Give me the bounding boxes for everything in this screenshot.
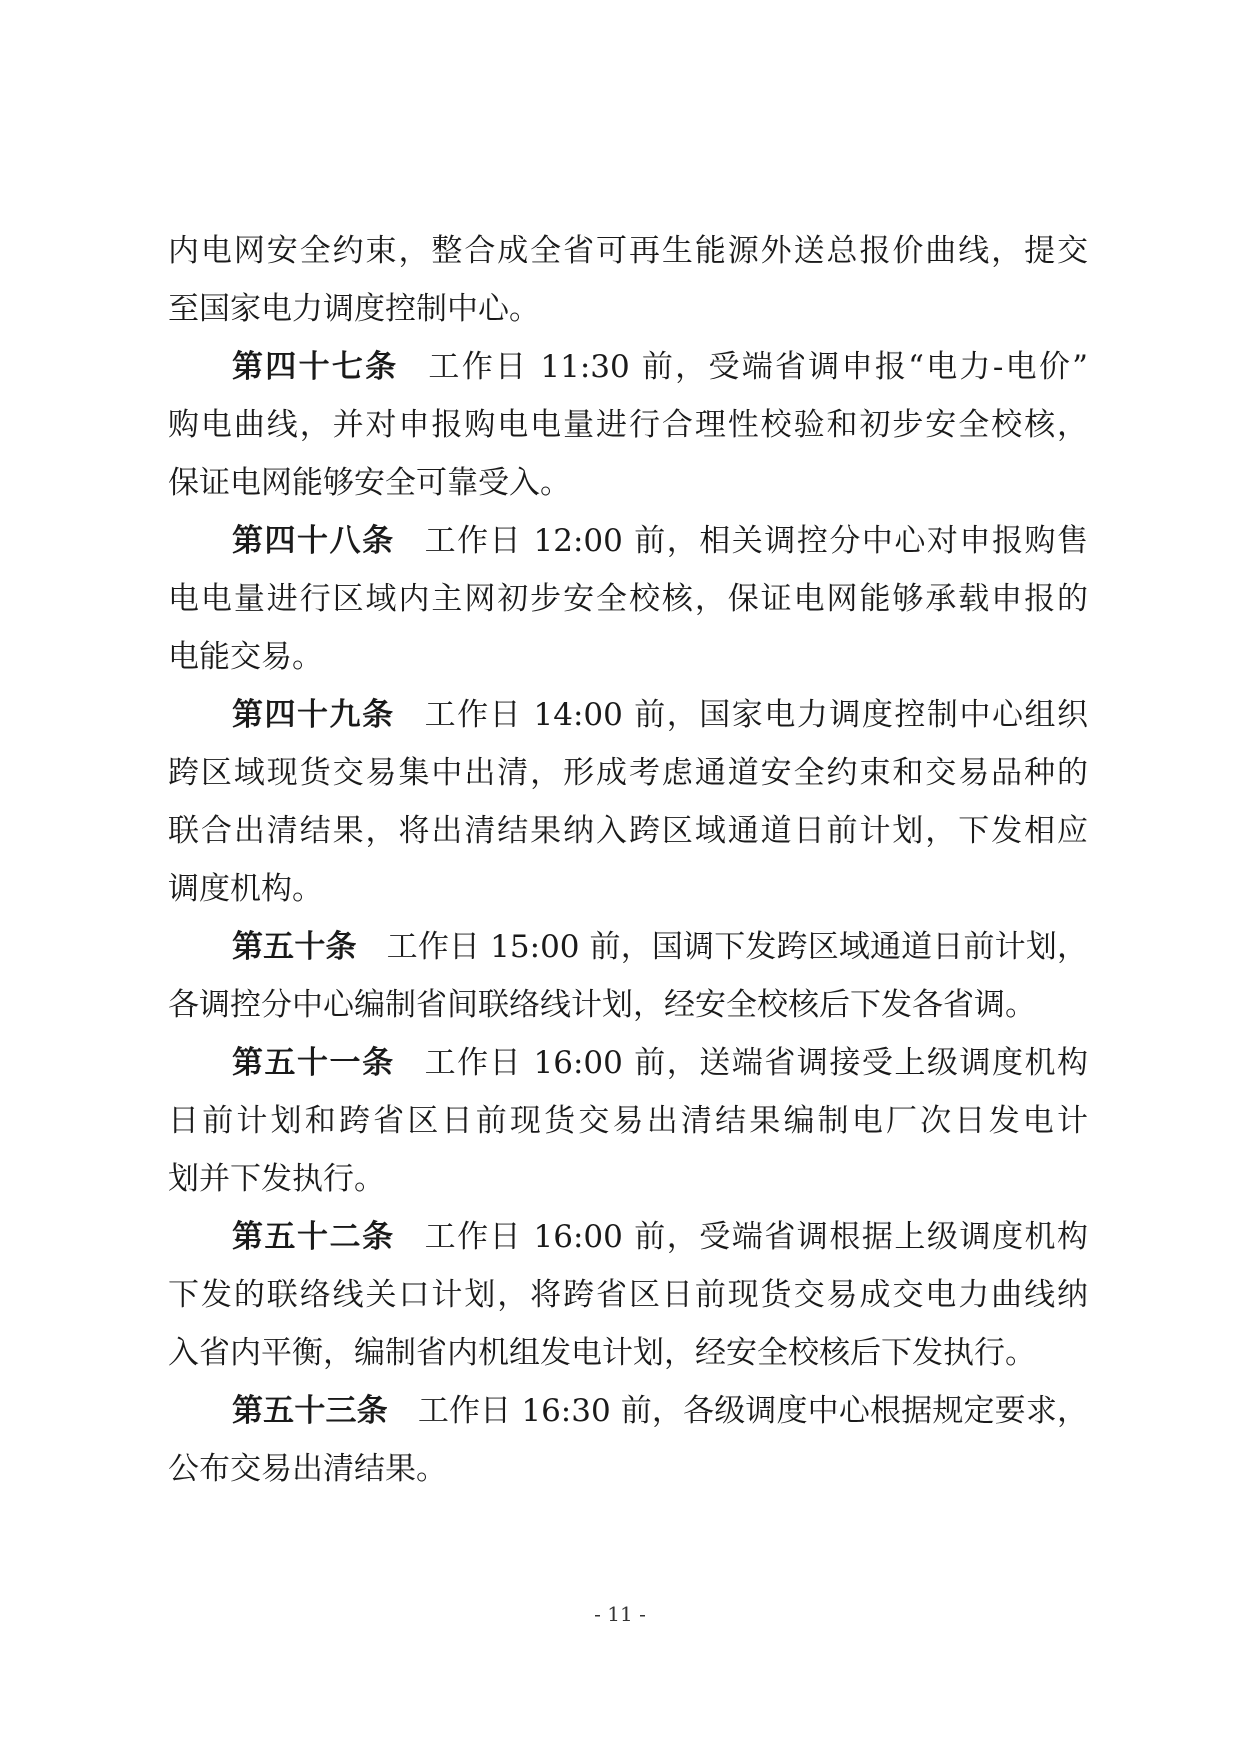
text-line xyxy=(168,396,1088,454)
line-text: 公布交易出清结果。 xyxy=(168,1451,447,1487)
text-line xyxy=(168,686,1088,744)
article-paragraph xyxy=(168,338,1088,512)
text-line xyxy=(168,1324,1088,1382)
line-text: 联合出清结果，将出清结果纳入跨区域通道日前计划，下发相应 xyxy=(168,813,1088,849)
text-line xyxy=(168,280,1088,338)
text-line xyxy=(168,222,1088,280)
line-text: 跨区域现货交易集中出清，形成考虑通道安全约束和交易品种的 xyxy=(168,755,1088,791)
line-text: 电能交易。 xyxy=(168,639,323,675)
line-text: 划并下发执行。 xyxy=(168,1161,385,1197)
line-text: 内电网安全约束，整合成全省可再生能源外送总报价曲线，提交 xyxy=(168,233,1088,269)
line-text: 购电曲线，并对申报购电电量进行合理性校验和初步安全校核， xyxy=(168,407,1088,443)
line-text: 工作日 14:00 前，国家电力调度控制中心组织 xyxy=(424,697,1088,733)
article-paragraph xyxy=(168,1382,1088,1498)
text-line xyxy=(168,512,1088,570)
text-line xyxy=(168,976,1088,1034)
text-line xyxy=(168,570,1088,628)
line-text: 保证电网能够安全可靠受入。 xyxy=(168,465,571,501)
line-text: 工作日 11:30 前，受端省调申报“电力-电价” xyxy=(428,349,1088,385)
article-paragraph xyxy=(168,918,1088,1034)
article-heading: 第五十一条 xyxy=(232,1045,395,1081)
line-text: 调度机构。 xyxy=(168,871,323,907)
text-line xyxy=(168,1034,1088,1092)
line-text: 工作日 12:00 前，相关调控分中心对申报购售 xyxy=(424,523,1088,559)
article-heading: 第四十九条 xyxy=(232,697,395,733)
line-text: 入省内平衡，编制省内机组发电计划，经安全校核后下发执行。 xyxy=(168,1335,1036,1371)
text-line xyxy=(168,860,1088,918)
article-paragraph xyxy=(168,1208,1088,1382)
article-heading: 第四十八条 xyxy=(232,523,395,559)
continuation-paragraph xyxy=(168,222,1088,338)
text-line xyxy=(168,338,1088,396)
line-text: 电电量进行区域内主网初步安全校核，保证电网能够承载申报的 xyxy=(168,581,1088,617)
text-line xyxy=(168,744,1088,802)
article-heading: 第五十二条 xyxy=(232,1219,395,1255)
line-text: 日前计划和跨省区日前现货交易出清结果编制电厂次日发电计 xyxy=(168,1103,1088,1139)
text-line xyxy=(168,918,1088,976)
article-heading: 第五十三条 xyxy=(232,1393,388,1429)
article-heading: 第四十七条 xyxy=(232,349,399,385)
line-text: 工作日 16:00 前，送端省调接受上级调度机构 xyxy=(424,1045,1088,1081)
page-number: - 11 - xyxy=(594,1602,646,1626)
text-line xyxy=(168,1208,1088,1266)
text-line xyxy=(168,802,1088,860)
text-line xyxy=(168,1092,1088,1150)
text-line xyxy=(168,1440,1088,1498)
line-text: 工作日 16:30 前，各级调度中心根据规定要求， xyxy=(417,1393,1088,1429)
text-line xyxy=(168,1150,1088,1208)
text-line xyxy=(168,1382,1088,1440)
article-heading: 第五十条 xyxy=(232,929,357,965)
article-paragraph xyxy=(168,512,1088,686)
document-body xyxy=(168,222,1088,1498)
line-text: 工作日 16:00 前，受端省调根据上级调度机构 xyxy=(424,1219,1088,1255)
line-text: 工作日 15:00 前，国调下发跨区域通道日前计划， xyxy=(386,929,1088,965)
line-text: 下发的联络线关口计划，将跨省区日前现货交易成交电力曲线纳 xyxy=(168,1277,1088,1313)
article-paragraph xyxy=(168,1034,1088,1208)
article-paragraph xyxy=(168,686,1088,918)
line-text: 至国家电力调度控制中心。 xyxy=(168,291,540,327)
text-line xyxy=(168,454,1088,512)
text-line xyxy=(168,628,1088,686)
line-text: 各调控分中心编制省间联络线计划，经安全校核后下发各省调。 xyxy=(168,987,1036,1023)
text-line xyxy=(168,1266,1088,1324)
